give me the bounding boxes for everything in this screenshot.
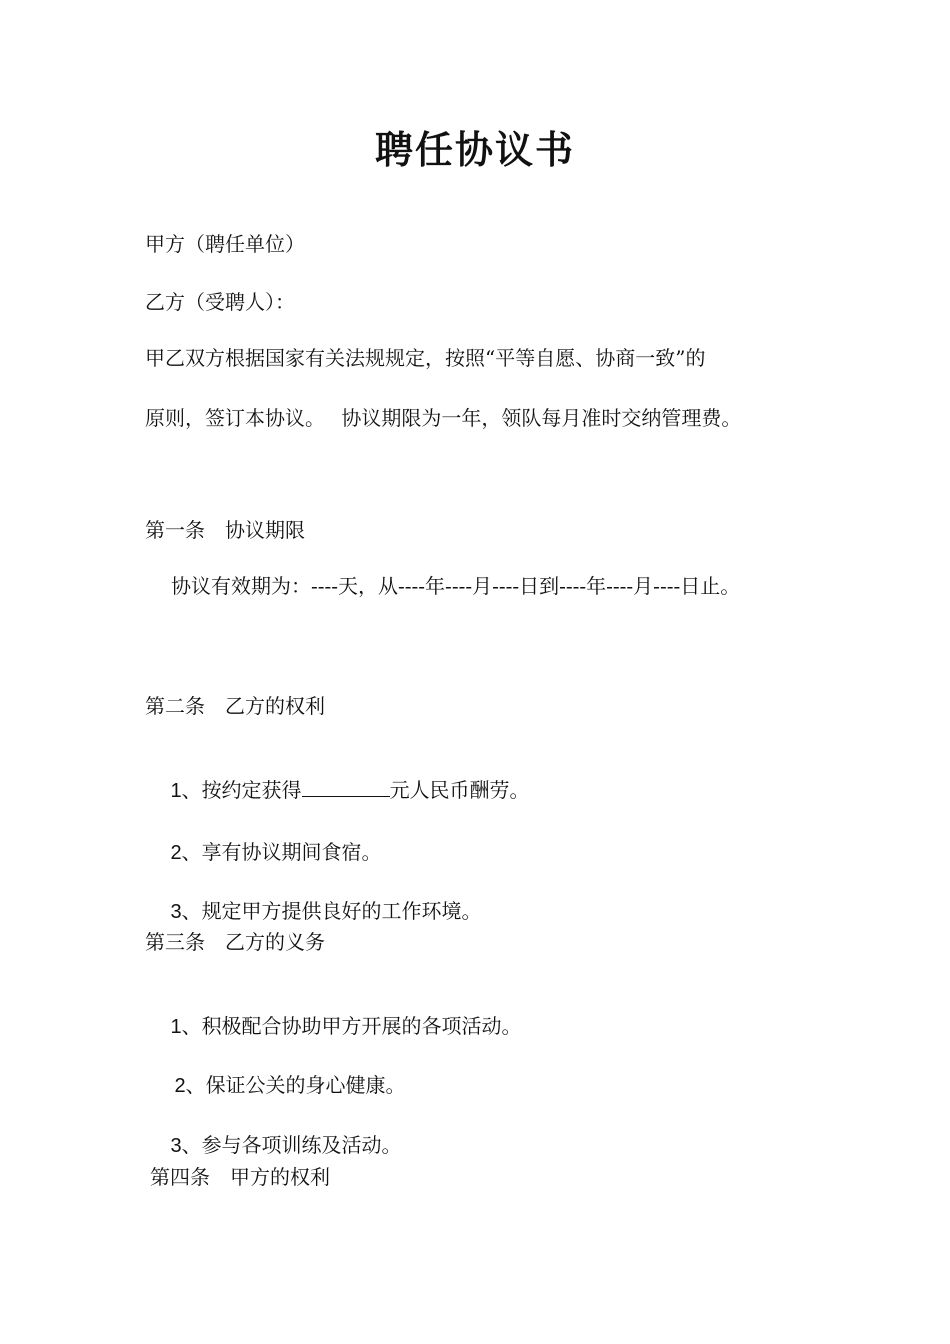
item-number: 2、 — [170, 842, 202, 864]
item-text: 按约定获得 — [201, 778, 302, 802]
item-text: 保证公关的身心健康。 — [205, 1073, 406, 1097]
item-text: 参与各项训练及活动。 — [201, 1133, 402, 1157]
item-number: 3、 — [170, 1135, 202, 1157]
item-number: 1、 — [170, 1016, 202, 1038]
article-1-heading: 第一条 协议期限 — [145, 518, 305, 542]
article-1-text: 协议有效期为：----天，从----年----月----日到----年----月----日止。 — [171, 574, 741, 598]
intro-paragraph-line-2: 原则，签订本协议。 协议期限为一年，领队每月准时交纳管理费。 — [145, 406, 742, 430]
party-b-line: 乙方（受聘人）： — [145, 290, 295, 314]
item-number: 1、 — [170, 780, 202, 802]
item-text: 元人民币酬劳。 — [389, 778, 530, 802]
item-text: 规定甲方提供良好的工作环境。 — [201, 899, 482, 923]
item-text: 积极配合协助甲方开展的各项活动。 — [201, 1014, 522, 1038]
amount-blank-field — [302, 778, 390, 797]
article-4-heading: 第四条 甲方的权利 — [150, 1165, 330, 1189]
article-3-heading: 第三条 乙方的义务 — [145, 930, 325, 954]
item-text: 享有协议期间食宿。 — [201, 840, 382, 864]
intro-paragraph-line-1: 甲乙双方根据国家有关法规规定，按照“平等自愿、协商一致”的 — [145, 346, 706, 370]
document-title: 聘任协议书 — [374, 128, 575, 172]
article-2-heading: 第二条 乙方的权利 — [145, 694, 325, 718]
party-a-line: 甲方（聘任单位） — [145, 232, 305, 256]
item-number: 3、 — [170, 901, 202, 923]
item-number: 2、 — [174, 1075, 206, 1097]
